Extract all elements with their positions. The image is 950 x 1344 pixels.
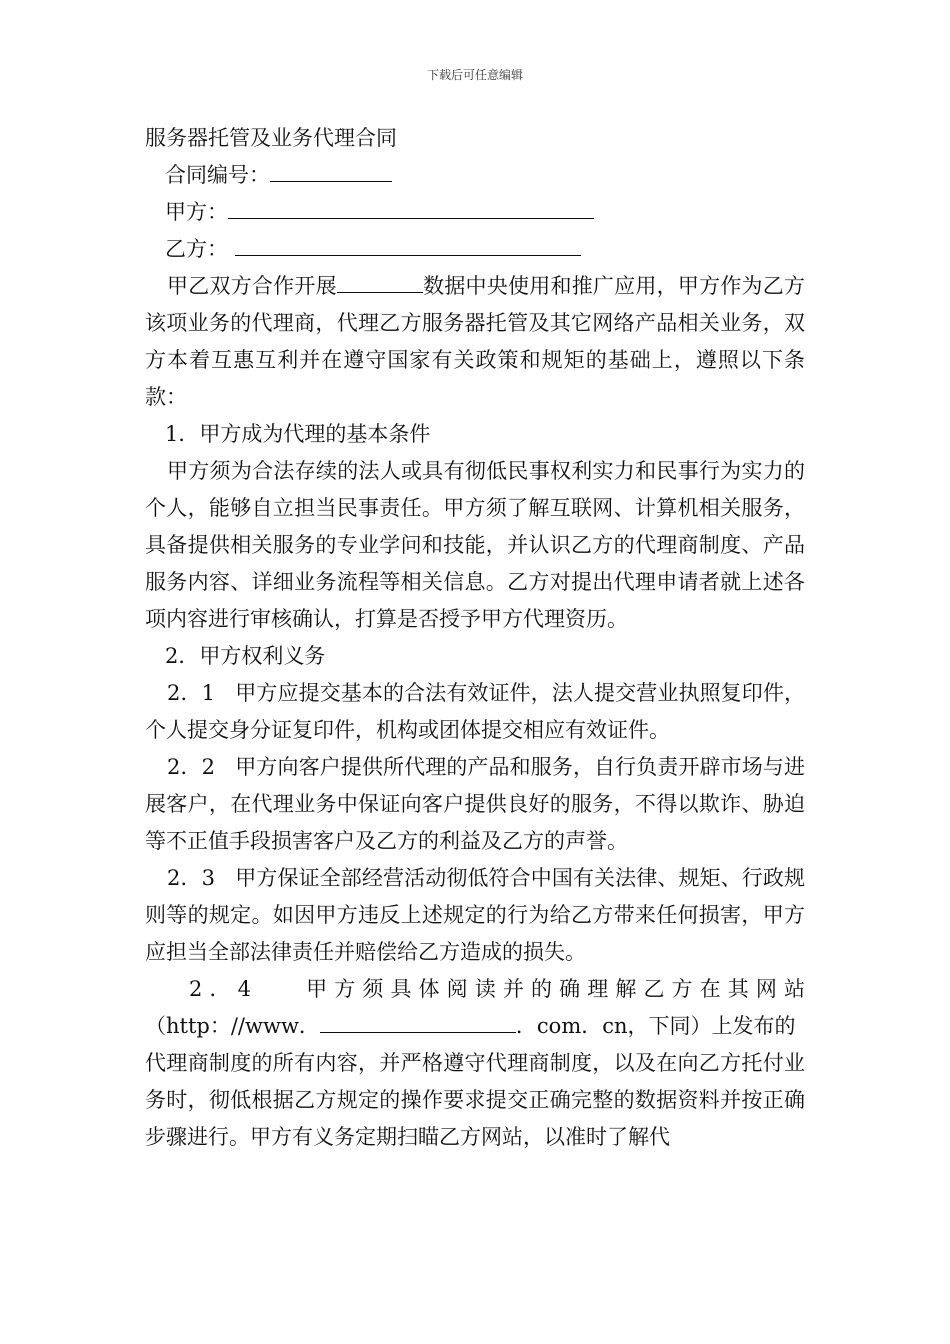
clause-2-4-body: 代理商制度的所有内容，并严格遵守代理商制度，以及在向乙方托付业务时，彻低根据乙方规定的操作要求提交正确完整的数据资料并按正确步骤进行。甲方有义务定期扫瞄乙方网站，以准时了解代: [145, 1051, 805, 1149]
intro-text-start: 甲乙双方合作开展: [167, 274, 337, 298]
clause-text: 甲方须具体阅读并的确理解乙方在其网站: [306, 977, 806, 1001]
party-a-field: [145, 194, 805, 231]
party-b-label: 乙方：: [165, 237, 228, 261]
section-heading-1: 1．甲方成为代理的基本条件: [165, 422, 431, 446]
document-title: 服务器托管及业务代理合同: [145, 126, 397, 150]
clause-2-3: [145, 860, 805, 971]
website-url-blank[interactable]: [320, 1010, 516, 1033]
clause-number: 2．2: [167, 755, 215, 779]
contract-document: [145, 120, 805, 1156]
party-a-label: 甲方：: [165, 200, 228, 224]
header-note: 下载后可任意编辑: [426, 68, 523, 82]
contract-number-blank[interactable]: [270, 159, 392, 182]
url-prefix: （http：//www．: [145, 1014, 320, 1038]
clause-2-2: [145, 749, 805, 860]
clause-number: 2．1: [167, 681, 215, 705]
clause-number: 2．3: [167, 866, 215, 890]
clause-text: 甲方应提交基本的合法有效证件，法人提交营业执照复印件，个人提交身分证复印件，机构或团体提交相应有效证件。: [145, 681, 805, 742]
party-a-blank[interactable]: [228, 196, 594, 219]
data-center-blank[interactable]: [337, 270, 423, 293]
section-heading-2: 2．甲方权利义务: [165, 644, 326, 668]
contract-number-field: [145, 157, 805, 194]
clause-text: 甲方向客户提供所代理的产品和服务，自行负责开辟市场与进展客户，在代理业务中保证向客户提供良好的服务，不得以欺诈、胁迫等不正值手段损害客户及乙方的利益及乙方的声誉。: [145, 755, 805, 853]
party-b-blank[interactable]: [235, 233, 581, 256]
party-b-field: [145, 231, 805, 268]
intro-text-end: 数据中央使用和推广应用，甲方作为乙方该项业务的代理商，代理乙方服务器托管及其它网络产品相关业务，双方本着互惠互利并在遵守国家有关政策和规矩的基础上，遵照以下条款：: [145, 274, 806, 409]
clause-text: 甲方保证全部经营活动彻低符合中国有关法律、规矩、行政规则等的规定。如因甲方违反上述规定的行为给乙方带来任何损害，甲方应担当全部法律责任并赔偿给乙方造成的损失。: [145, 866, 805, 964]
clause-number: 2．4: [189, 977, 251, 1001]
clause-2-4-url-line: [145, 1008, 805, 1045]
section-1-body: 甲方须为合法存续的法人或具有彻低民事权利实力和民事行为实力的个人，能够自立担当民事责任。甲方须了解互联网、计算机相关服务，具备提供相关服务的专业学问和技能，并认识乙方的代理商制度、产品服务内容、详细业务流程等相关信息。乙方对提出代理申请者就上述各项内容进行审核确认，打算是否授予甲方代理资历。: [145, 459, 805, 631]
clause-2-1: [145, 675, 805, 749]
intro-paragraph: [145, 268, 805, 416]
url-suffix: ．com．cn，下同）上发布的: [515, 1014, 796, 1038]
contract-number-label: 合同编号：: [165, 163, 270, 187]
clause-2-4-first-line: [145, 971, 805, 1008]
